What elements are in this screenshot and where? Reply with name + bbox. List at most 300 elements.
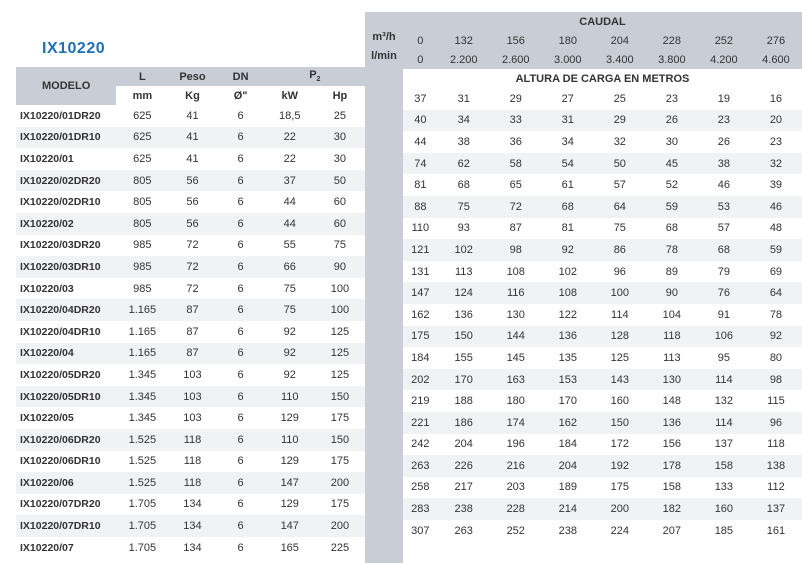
weight-cell: 41 [186,152,199,165]
head-value-cell: 68 [457,179,470,192]
head-value-cell: 182 [646,498,698,520]
flow-lmin-cell: 3.800 [646,50,698,69]
head-value-cell: 175 [610,481,629,494]
head-value-cell: 23 [698,110,750,132]
length-cell: 1.705 [116,515,168,537]
head-value-cell: 54 [542,153,594,175]
weight-cell: 56 [186,196,199,209]
weight-cell: 72 [168,256,216,278]
head-value-cell: 238 [438,498,490,520]
table-row [403,218,802,240]
flow-m3h-cell: 228 [646,31,698,50]
head-value-cell: 242 [411,438,430,451]
weight-cell: 41 [186,109,199,122]
hp-cell: 150 [315,429,365,451]
head-value-cell: 158 [698,455,750,477]
table-row [403,153,802,175]
head-value-cell: 136 [454,308,473,321]
hp-cell: 60 [333,196,347,209]
hp-cell: 125 [315,343,365,365]
dn-cell: 6 [217,386,265,408]
head-value-cell: 46 [717,179,730,192]
head-value-cell: 80 [769,351,783,364]
head-value-cell: 40 [403,110,438,132]
head-value-cell: 216 [490,455,542,477]
table-row [403,434,802,456]
header-hp: Hp [315,86,365,105]
head-value-cell: 59 [750,239,802,261]
hp-cell: 200 [315,515,365,537]
flow-lmin-row [403,50,802,69]
model-cell: IX10220/07DR20 [20,498,101,511]
flow-lmin-cell: 2.600 [490,50,542,69]
head-value-cell: 143 [594,369,646,391]
kw-cell: 66 [265,256,315,278]
head-value-cell: 25 [613,92,626,105]
head-value-cell: 136 [646,412,698,434]
head-value-cell: 128 [594,326,646,348]
hp-cell: 90 [315,256,365,278]
head-value-cell: 16 [769,92,783,105]
weight-cell: 87 [186,325,199,338]
head-value-cell: 57 [613,179,626,192]
head-value-cell: 135 [558,351,577,364]
head-value-cell: 32 [613,135,626,148]
length-cell: 985 [133,239,152,252]
head-value-cell: 91 [717,308,730,321]
unit-lmin-label: l/min [371,50,397,62]
dn-cell: 6 [237,109,244,122]
head-value-cell: 130 [646,369,698,391]
head-value-cell: 76 [698,282,750,304]
head-value-cell: 185 [714,524,734,537]
head-value-cell: 65 [509,179,522,192]
kw-cell: 44 [283,196,296,209]
dn-cell: 6 [237,152,244,165]
head-value-cell: 114 [698,412,750,434]
head-value-cell: 30 [665,135,678,148]
head-value-cell: 98 [750,369,802,391]
head-value-cell: 48 [769,222,783,235]
head-value-cell: 138 [750,455,802,477]
head-value-cell: 34 [438,110,490,132]
weight-cell: 103 [183,368,202,381]
head-value-cell: 90 [646,282,698,304]
header-p2: $P_2$ [265,67,365,86]
table-row [16,278,365,300]
head-value-cell: 38 [698,153,750,175]
model-cell: IX10220/02DR10 [20,196,101,209]
dn-cell: 6 [217,515,265,537]
kw-cell: 75 [283,282,296,295]
model-cell: IX10220/06 [16,472,116,494]
head-value-cell: 72 [490,196,542,218]
model-cell: IX10220/03 [20,282,74,295]
head-value-cell: 226 [438,455,490,477]
header-l: L [116,67,168,86]
weight-cell: 87 [168,299,216,321]
head-value-cell: 144 [490,326,542,348]
table-row [403,390,802,412]
length-cell: 805 [116,170,168,192]
head-value-cell: 108 [542,282,594,304]
page-title: IX10220 [42,40,106,57]
length-cell: 1.705 [128,541,157,554]
table-row [16,256,365,278]
head-value-cell: 263 [454,524,473,537]
head-value-cell: 114 [698,369,750,391]
table-row [16,170,365,192]
length-cell: 1.705 [128,498,157,511]
head-value-cell: 137 [750,498,802,520]
head-value-cell: 32 [750,153,802,175]
head-value-cell: 68 [698,239,750,261]
flow-m3h-cell: 276 [750,31,802,50]
head-value-cell: 110 [411,222,430,235]
table-row [16,235,365,257]
head-value-cell: 263 [403,455,438,477]
head-value-cell: 89 [665,265,678,278]
head-value-cell: 132 [714,395,734,408]
head-value-cell: 158 [662,481,682,494]
model-cell: IX10220/05DR20 [20,368,101,381]
head-value-cell: 68 [665,222,678,235]
head-value-cell: 39 [769,179,783,192]
head-value-cell: 196 [506,438,525,451]
head-value-cell: 200 [594,498,646,520]
dn-cell: 6 [237,325,244,338]
head-value-cell: 31 [457,92,470,105]
kw-cell: 147 [265,515,315,537]
length-cell: 625 [133,109,152,122]
head-value-cell: 113 [454,265,473,278]
head-value-cell: 228 [490,498,542,520]
model-cell: IX10220/05 [20,412,74,425]
head-value-cell: 102 [438,239,490,261]
head-value-cell: 113 [663,351,681,364]
flow-lmin-cell: 2.200 [438,50,490,69]
header-peso: Peso [168,67,216,86]
kw-cell: 92 [283,325,296,338]
kw-cell: 37 [265,170,315,192]
table-row [403,498,802,520]
weight-cell: 87 [168,343,216,365]
head-value-cell: 207 [662,524,682,537]
dn-cell: 6 [237,368,244,381]
weight-cell: 72 [186,239,199,252]
head-value-cell: 74 [403,153,438,175]
table-row [16,451,365,473]
model-cell: IX10220/01DR20 [20,109,101,122]
head-value-cell: 150 [438,326,490,348]
table-row [16,148,365,170]
head-value-cell: 283 [403,498,438,520]
head-value-cell: 122 [558,308,577,321]
head-value-cell: 219 [411,395,430,408]
kw-cell: 44 [265,213,315,235]
head-value-cell: 108 [506,265,525,278]
dn-cell: 6 [217,213,265,235]
head-value-cell: 29 [509,92,522,105]
model-cell: IX10220/04 [16,343,116,365]
kw-cell: 129 [280,412,299,425]
length-cell: 1.525 [116,429,168,451]
head-value-cell: 59 [646,196,698,218]
head-value-cell: 62 [438,153,490,175]
head-value-cell: 79 [717,265,730,278]
dn-cell: 6 [217,127,265,149]
model-cell: IX10220/07DR10 [16,515,116,537]
head-value-cell: 124 [438,282,490,304]
weight-cell: 72 [186,282,199,295]
head-value-cell: 81 [561,222,574,235]
head-value-cell: 163 [490,369,542,391]
table-row [16,213,365,235]
head-value-cell: 78 [769,308,783,321]
head-value-cell: 224 [610,524,629,537]
weight-cell: 103 [168,386,216,408]
table-row [16,321,365,343]
head-value-cell: 68 [542,196,594,218]
head-value-cell: 92 [750,326,802,348]
head-value-cell: 75 [438,196,490,218]
weight-cell: 118 [183,455,202,468]
head-value-cell: 88 [403,196,438,218]
model-cell: IX10220/02DR20 [16,170,116,192]
head-value-cell: 96 [613,265,626,278]
header-modelo: MODELO [16,67,116,105]
head-value-cell: 64 [750,282,802,304]
head-value-cell: 92 [542,239,594,261]
head-value-cell: 64 [594,196,646,218]
hp-cell: 200 [315,472,365,494]
head-value-cell: 87 [509,222,522,235]
model-cell: IX10220/04DR20 [16,299,116,321]
length-cell: 1.345 [128,412,157,425]
dn-cell: 6 [237,498,244,511]
head-value-cell: 162 [411,308,430,321]
header-caudal: CAUDAL [403,12,802,31]
head-value-cell: 106 [698,326,750,348]
model-cell: IX10220/03DR10 [16,256,116,278]
dn-cell: 6 [217,299,265,321]
head-value-cell: 125 [610,351,629,364]
head-value-cell: 52 [665,179,678,192]
length-cell: 1.165 [128,325,157,338]
head-value-cell: 217 [454,481,473,494]
head-value-cell: 258 [411,481,430,494]
table-row [16,191,365,213]
table-row [403,282,802,304]
flow-m3h-cell: 180 [542,31,594,50]
head-value-cell: 20 [750,110,802,132]
head-value-cell: 26 [646,110,698,132]
length-cell: 985 [133,282,152,295]
model-cell: IX10220/05DR10 [16,386,116,408]
table-row [16,429,365,451]
head-value-cell: 184 [411,351,430,364]
head-value-cell: 130 [506,308,525,321]
hp-cell: 100 [330,282,350,295]
model-cell: IX10220/04DR10 [20,325,101,338]
table-row [403,174,802,196]
head-value-cell: 104 [662,308,682,321]
flow-m3h-cell: 252 [698,31,750,50]
head-value-cell: 156 [662,438,682,451]
kw-cell: 18,5 [279,109,301,122]
head-value-cell: 53 [698,196,750,218]
head-value-cell: 148 [662,395,682,408]
column-separator [365,12,403,563]
head-value-cell: 153 [542,369,594,391]
table-row [403,455,802,477]
head-value-cell: 131 [411,265,430,278]
head-value-cell: 34 [561,135,574,148]
head-value-cell: 184 [558,438,577,451]
head-value-cell: 115 [767,395,785,408]
hp-cell: 175 [330,412,350,425]
head-value-cell: 161 [766,524,786,537]
hp-cell: 50 [315,170,365,192]
length-cell: 1.165 [116,343,168,365]
head-value-cell: 98 [490,239,542,261]
model-cell: IX10220/06DR20 [16,429,116,451]
head-value-cell: 118 [646,326,698,348]
head-value-cell: 33 [490,110,542,132]
head-value-cell: 93 [457,222,470,235]
table-row [403,196,802,218]
head-value-cell: 50 [594,153,646,175]
length-cell: 805 [116,213,168,235]
table-row [16,537,365,559]
kw-cell: 92 [265,343,315,365]
head-value-cell: 145 [506,351,525,364]
head-value-cell: 192 [594,455,646,477]
flow-lmin-cell: 3.000 [542,50,594,69]
weight-cell: 134 [183,498,202,511]
hp-cell: 30 [333,152,347,165]
head-value-cell: 96 [750,412,802,434]
length-cell: 805 [133,196,152,209]
table-row [16,515,365,537]
model-spec-table [16,67,365,558]
table-row [403,369,802,391]
head-value-cell: 44 [414,135,427,148]
length-cell: 1.345 [128,368,157,381]
head-value-cell: 61 [561,179,574,192]
head-value-cell: 29 [594,110,646,132]
head-value-cell: 221 [403,412,438,434]
table-row [16,364,365,386]
weight-cell: 134 [183,541,202,554]
head-value-cell: 114 [611,308,629,321]
length-cell: 985 [116,256,168,278]
model-cell: IX10220/07 [20,541,74,554]
weight-cell: 118 [168,472,216,494]
head-value-cell: 189 [558,481,577,494]
dn-cell: 6 [217,472,265,494]
dn-cell: 6 [237,239,244,252]
dn-cell: 6 [237,282,244,295]
header-dn-unit: Ø" [217,86,265,105]
hp-cell: 30 [315,127,365,149]
kw-cell: 110 [265,386,315,408]
hp-cell: 60 [315,213,365,235]
hp-cell: 175 [330,498,350,511]
head-value-cell: 23 [769,135,783,148]
head-value-cell: 102 [558,265,577,278]
head-value-cell: 136 [542,326,594,348]
flow-lmin-cell: 4.600 [750,50,802,69]
table-row [16,343,365,365]
length-cell: 1.525 [116,472,168,494]
dn-cell: 6 [217,170,265,192]
table-row [403,131,802,153]
weight-cell: 134 [168,515,216,537]
table-row [403,326,802,348]
table-row [403,110,802,132]
table-row [403,88,802,110]
hp-cell: 75 [333,239,347,252]
table-row [16,105,365,127]
dn-cell: 6 [217,429,265,451]
head-value-cell: 238 [558,524,577,537]
length-cell: 625 [116,127,168,149]
hp-cell: 25 [333,109,347,122]
head-value-cell: 252 [506,524,525,537]
head-value-cell: 112 [767,481,785,494]
table-row [403,261,802,283]
head-value-cell: 100 [594,282,646,304]
head-value-cell: 203 [506,481,525,494]
head-value-cell: 155 [454,351,473,364]
head-value-cell: 170 [438,369,490,391]
header-altura: ALTURA DE CARGA EN METROS [403,69,802,88]
head-value-cell: 36 [509,135,522,148]
head-value-cell: 121 [403,239,438,261]
kw-cell: 165 [280,541,299,554]
head-value-cell: 37 [414,92,427,105]
head-value-cell: 116 [490,282,542,304]
hp-cell: 125 [330,368,350,381]
hp-cell: 100 [315,299,365,321]
head-value-cell: 69 [769,265,783,278]
head-value-cell: 45 [646,153,698,175]
head-value-cell: 23 [665,92,678,105]
model-cell: IX10220/02 [16,213,116,235]
weight-cell: 56 [168,213,216,235]
table-row [403,347,802,369]
head-value-cell: 57 [717,222,730,235]
table-row [403,477,802,499]
head-value-cell: 137 [714,438,734,451]
kw-cell: 22 [265,127,315,149]
head-value-cell: 78 [646,239,698,261]
head-value-cell: 46 [750,196,802,218]
head-value-cell: 95 [717,351,730,364]
head-value-cell: 204 [542,455,594,477]
flow-m3h-cell: 204 [594,31,646,50]
dn-cell: 6 [217,256,265,278]
flow-lmin-cell: 4.200 [698,50,750,69]
model-cell: IX10220/01DR10 [16,127,116,149]
table-row [16,494,365,516]
head-value-cell: 204 [454,438,473,451]
header-mm: mm [116,86,168,105]
flow-m3h-cell: 156 [490,31,542,50]
head-value-cell: 307 [411,524,430,537]
kw-cell: 129 [280,455,299,468]
